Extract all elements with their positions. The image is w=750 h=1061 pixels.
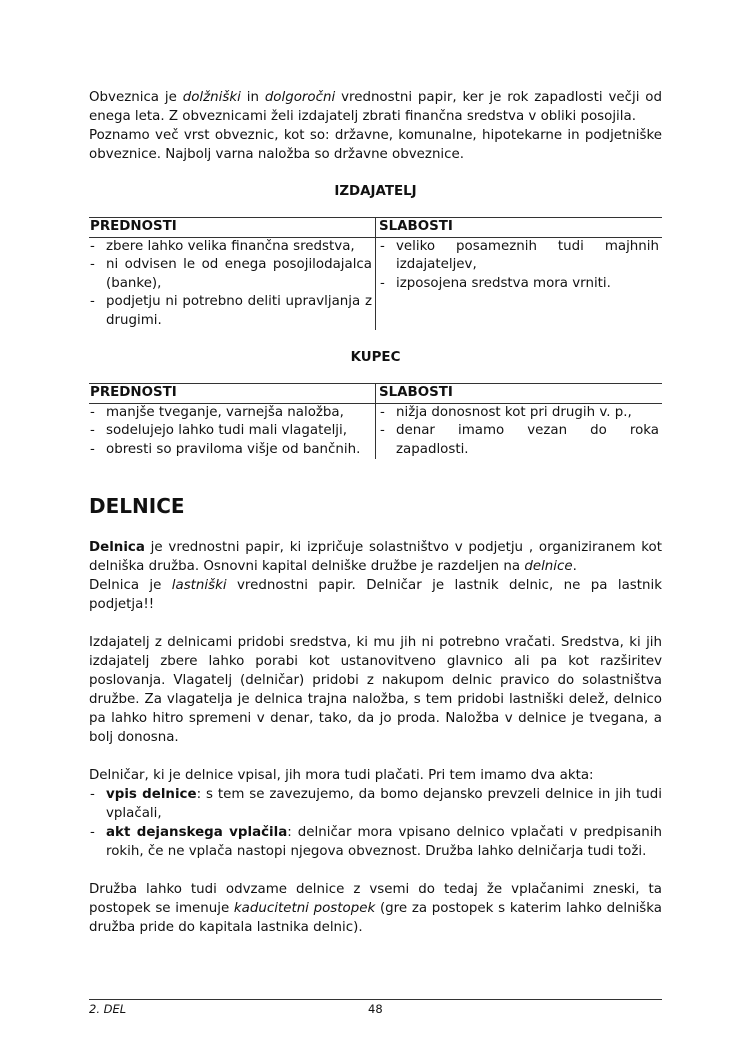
- intro-paragraph-2: Poznamo več vrst obveznic, kot so: državne, komunalne, hipotekarne in podjetniške obveznice. Najbolj varna naložba so državne obveznice.: [89, 128, 662, 162]
- kupec-table: [89, 383, 662, 459]
- kupec-heading: KUPEC: [350, 350, 401, 365]
- footer-section: 2. DEL: [89, 1002, 127, 1016]
- kupec-slabosti-header: SLABOSTI: [376, 384, 663, 404]
- kupec-prednosti-list: [89, 404, 375, 460]
- izdajatelj-heading: IZDAJATELJ: [334, 184, 417, 199]
- izdajatelj-slabosti-header: SLABOSTI: [376, 218, 663, 238]
- emphasis-dolzniski: dolžniški: [182, 90, 241, 105]
- izdajatelj-prednosti-header: PREDNOSTI: [89, 218, 376, 238]
- list-item: - zbere lahko velika finančna sredstva,: [89, 238, 375, 257]
- list-item: - manjše tveganje, varnejša naložba,: [89, 404, 375, 423]
- emphasis-dolgorocni: dolgoročni: [264, 90, 336, 105]
- delnice-paragraph-3: Izdajatelj z delnicami pridobi sredstva, ki mu jih ni potrebno vračati. Sredstva, ki jih izdajatelj zbere lahko porabi kot ustanovitveno glavnico ali pa kot razširitev poslovanja. Vlagatelj (delničar) pridobi z nakupom delnic pravico do solastništva družbe. Za vlagatelja je delnica trajna naložba, s tem pridobi lastniški delež, delnico pa lahko hitro spremeni v denar, tako, da jo proda. Naložba v delnice je tvegana, a bolj donosna.: [89, 635, 662, 745]
- list-item: - denar imamo vezan do roka zapadlosti.: [379, 422, 662, 459]
- intro-paragraph-1: Obveznica je dolžniški in dolgoročni vrednostni papir, ker je rok zapadlosti večji od enega leta. Z obveznicami želi izdajatelj zbrati finančna sredstva v obliki posojila.: [89, 90, 662, 124]
- list-item: - obresti so praviloma višje od bančnih.: [89, 441, 375, 460]
- page-footer: [89, 999, 662, 1016]
- delnice-paragraph-2: Delnica je lastniški vrednostni papir. Delničar je lastnik delnic, ne pa lastnik podjetja!!: [89, 578, 662, 612]
- kupec-prednosti-header: PREDNOSTI: [89, 384, 376, 404]
- acts-list: [89, 785, 662, 861]
- kupec-slabosti-list: [379, 404, 662, 460]
- list-item: - veliko posameznih tudi majhnih izdajateljev,: [379, 238, 662, 275]
- list-item: - sodelujejo lahko tudi mali vlagatelji,: [89, 422, 375, 441]
- list-item: - nižja donosnost kot pri drugih v. p.,: [379, 404, 662, 423]
- term-delnica: Delnica: [89, 540, 145, 555]
- list-item: - ni odvisen le od enega posojilodajalca (banke),: [89, 256, 375, 293]
- document-page: [89, 88, 662, 937]
- izdajatelj-slabosti-list: [379, 238, 662, 294]
- emphasis-lastniski: lastniški: [171, 578, 227, 593]
- izdajatelj-table: [89, 217, 662, 330]
- izdajatelj-prednosti-list: [89, 238, 375, 331]
- list-item: - vpis delnice: s tem se zavezujemo, da bomo dejansko prevzeli delnice in jih tudi vplačali,: [89, 785, 662, 823]
- list-item: - akt dejanskega vplačila: delničar mora vpisano delnico vplačati v predpisanih rokih, če ne vplača nastopi njegova obveznost. Družba lahko delničarja tudi toži.: [89, 823, 662, 861]
- delnice-paragraph-1: Delnica je vrednostni papir, ki izpričuje solastništvo v podjetju , organiziranem kot delniška družba. Osnovni kapital delniške družbe je razdeljen na delnice.: [89, 540, 662, 574]
- list-item: - izposojena sredstva mora vrniti.: [379, 275, 662, 294]
- emphasis-kaducitetni-postopek: kaducitetni postopek: [233, 901, 376, 916]
- delnice-paragraph-5: Družba lahko tudi odvzame delnice z vsemi do tedaj že vplačanimi zneski, ta postopek se imenuje kaducitetni postopek (gre za postopek s katerim lahko delniška družba pride do kapitala lastnika delnic).: [89, 882, 662, 935]
- delnice-paragraph-4: Delničar, ki je delnice vpisal, jih mora tudi plačati. Pri tem imamo dva akta:: [89, 768, 594, 783]
- delnice-title: DELNICE: [89, 494, 185, 518]
- list-item: - podjetju ni potrebno deliti upravljanja z drugimi.: [89, 293, 375, 330]
- page-number: 48: [368, 1002, 383, 1016]
- emphasis-delnice: delnice: [524, 559, 573, 574]
